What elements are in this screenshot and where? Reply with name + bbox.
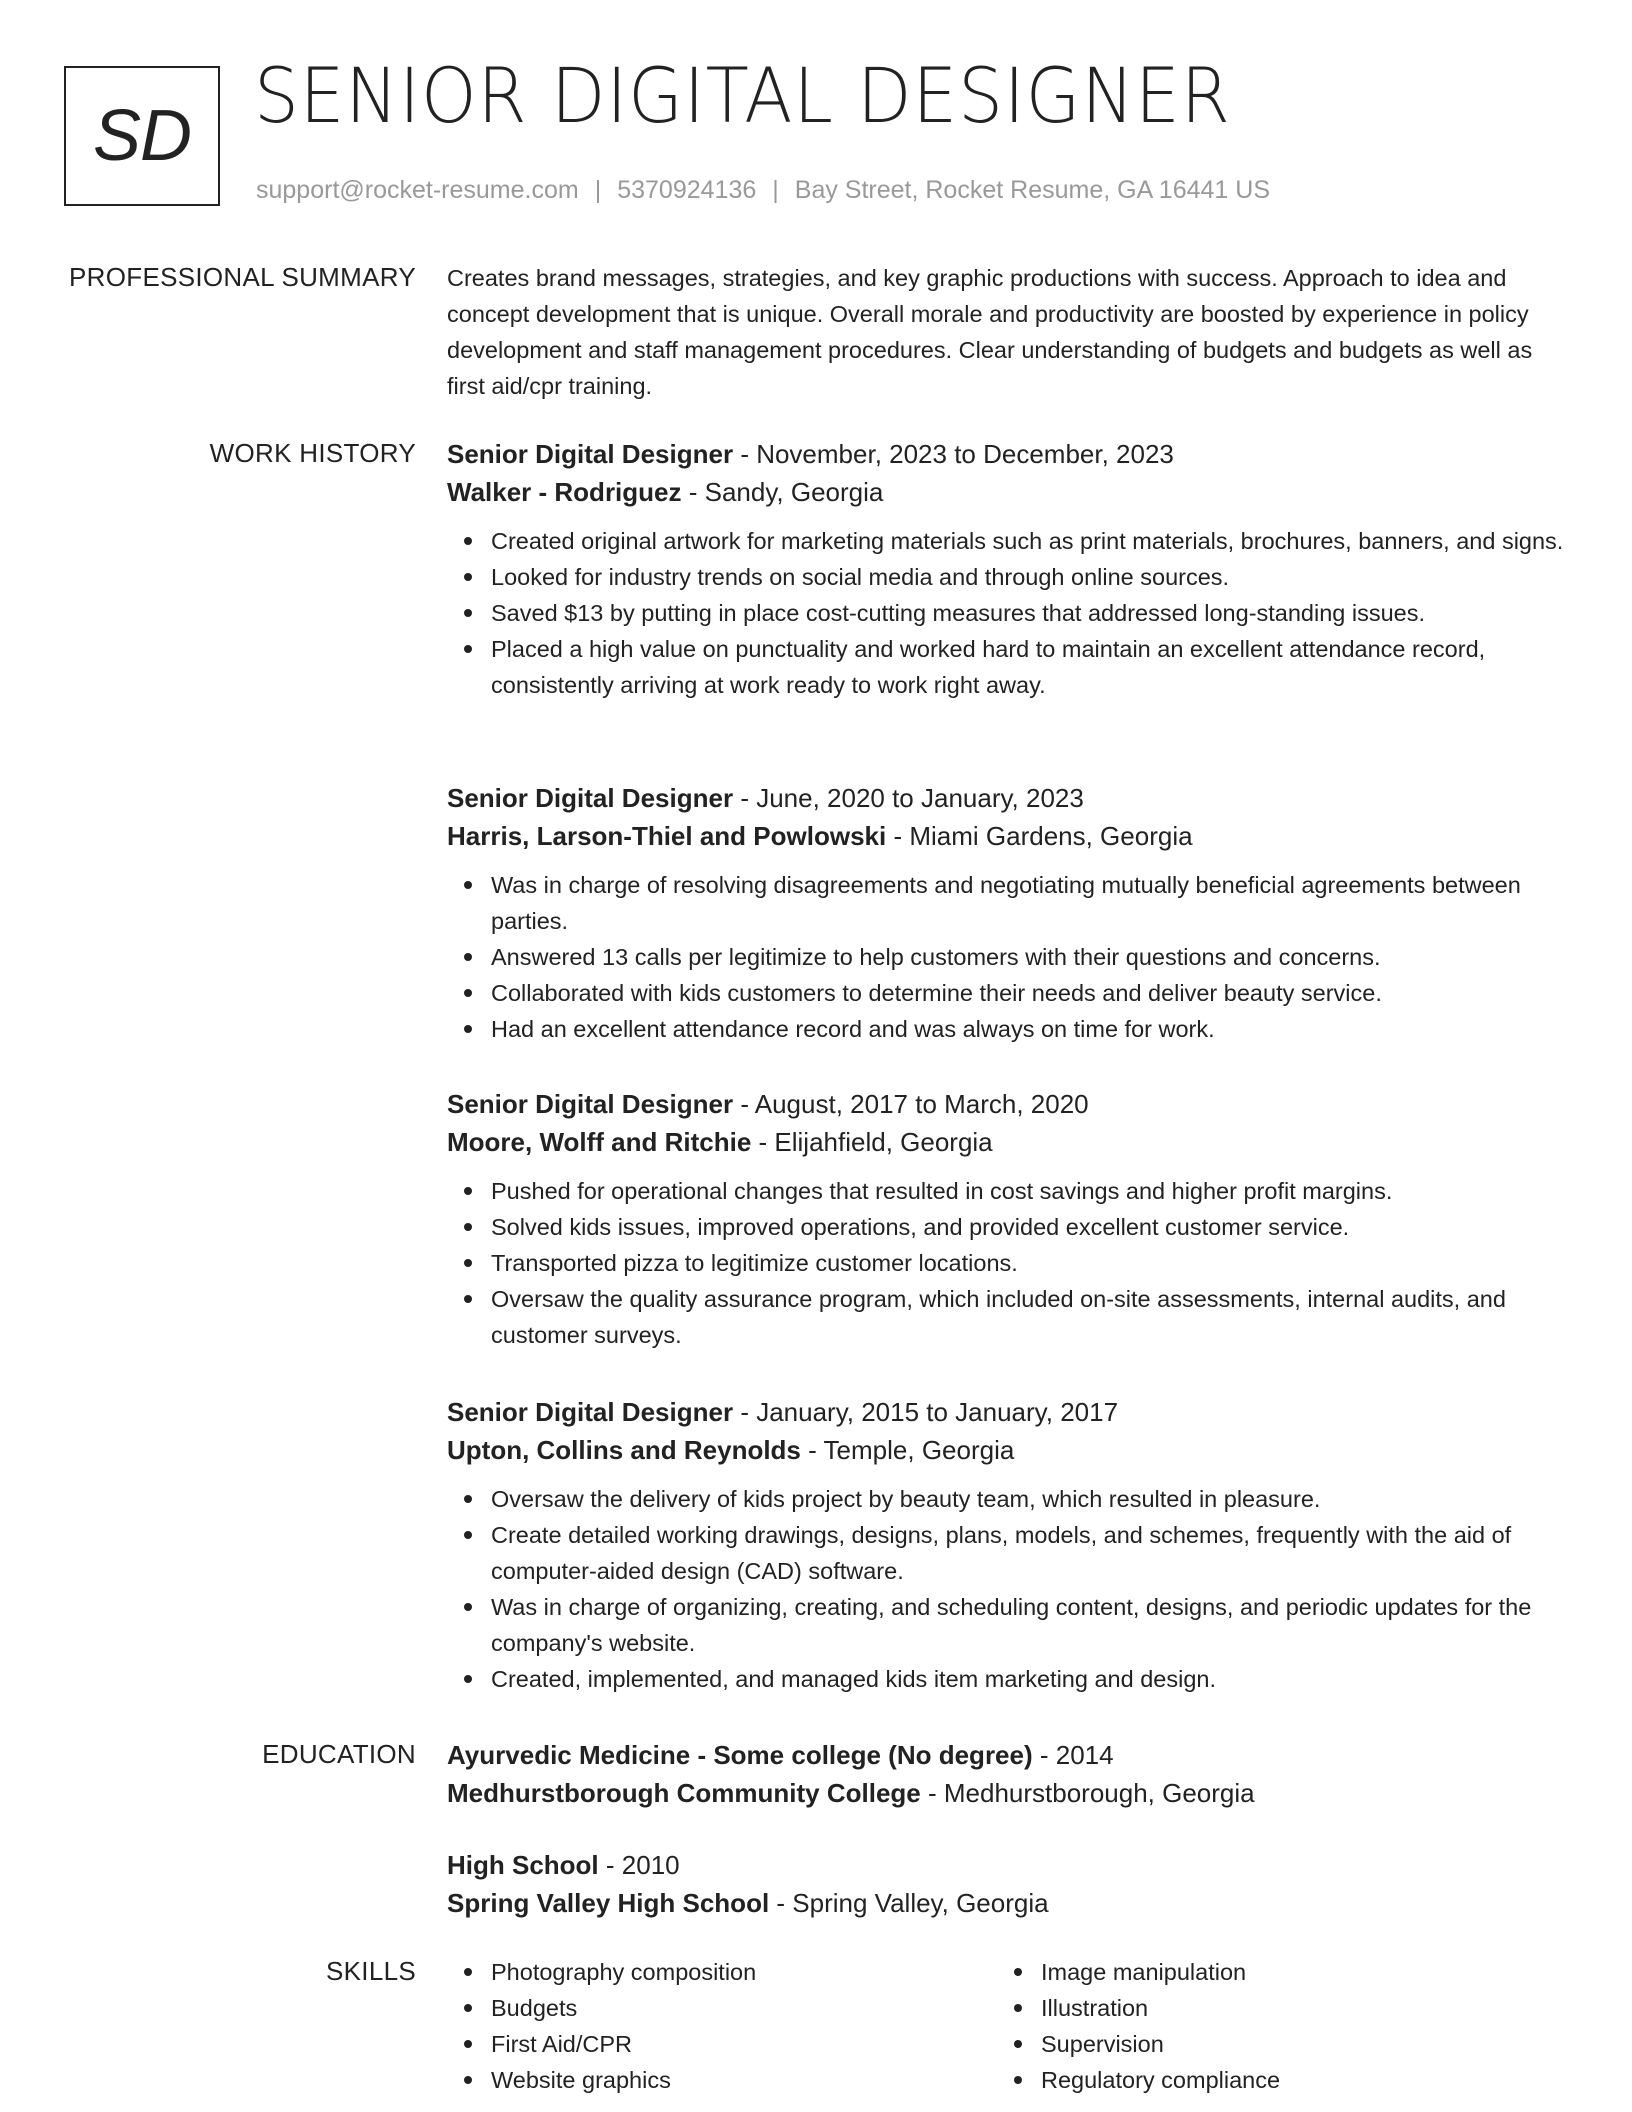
monogram-initials: SD <box>92 96 192 176</box>
job-entry <box>447 1393 1567 1697</box>
job-entry <box>447 1085 1567 1353</box>
education-school: Spring Valley High School <box>447 1888 770 1918</box>
job-bullet: Answered 13 calls per legitimize to help customers with their questions and concerns. <box>447 939 1567 975</box>
job-title-line <box>447 1085 1567 1123</box>
summary-text-block <box>447 260 1567 404</box>
job-bullets <box>447 1481 1567 1697</box>
job-location: - Sandy, Georgia <box>688 477 884 507</box>
section-heading-work-history: WORK HISTORY <box>209 438 416 468</box>
job-company: Harris, Larson-Thiel and Powlowski <box>447 821 887 851</box>
job-bullets <box>447 1173 1567 1353</box>
skills-list <box>997 1954 1517 2098</box>
section-heading-summary: PROFESSIONAL SUMMARY <box>69 262 416 292</box>
education-year: - 2010 <box>605 1850 680 1880</box>
job-title-line <box>447 435 1567 473</box>
education-school: Medhurstborough Community College <box>447 1778 921 1808</box>
job-bullet: Oversaw the delivery of kids project by beauty team, which resulted in pleasure. <box>447 1481 1567 1517</box>
education-school-line <box>447 1884 1567 1922</box>
monogram-box <box>64 66 220 206</box>
job-company: Walker - Rodriguez <box>447 477 682 507</box>
job-bullet: Was in charge of resolving disagreements and negotiating mutually beneficial agreements between parties. <box>447 867 1567 939</box>
job-dates: - June, 2020 to January, 2023 <box>740 783 1084 813</box>
skill-item: Regulatory compliance <box>997 2062 1517 2098</box>
job-location: - Elijahfield, Georgia <box>758 1127 993 1157</box>
job-title-line <box>447 779 1567 817</box>
skill-item: Budgets <box>447 1990 967 2026</box>
job-dates: - November, 2023 to December, 2023 <box>740 439 1174 469</box>
contact-line <box>256 176 1270 205</box>
job-company: Upton, Collins and Reynolds <box>447 1435 801 1465</box>
job-company: Moore, Wolff and Ritchie <box>447 1127 752 1157</box>
education-entry <box>447 1736 1567 1812</box>
job-entry <box>447 435 1567 703</box>
skill-item: Illustration <box>997 1990 1517 2026</box>
job-company-line <box>447 1431 1567 1469</box>
job-company-line <box>447 817 1567 855</box>
job-title: Senior Digital Designer <box>447 439 734 469</box>
job-bullet: Placed a high value on punctuality and worked hard to maintain an excellent attendance record, consistently arriving at work ready to work right away. <box>447 631 1567 703</box>
job-bullet: Saved $13 by putting in place cost-cutting measures that addressed long-standing issues. <box>447 595 1567 631</box>
job-bullet: Was in charge of organizing, creating, and scheduling content, designs, and periodic updates for the company's website. <box>447 1589 1567 1661</box>
education-year: - 2014 <box>1039 1740 1114 1770</box>
education-degree: High School <box>447 1850 599 1880</box>
resume-title: SENIOR DIGITAL DESIGNER <box>254 51 1231 140</box>
education-location: - Spring Valley, Georgia <box>776 1888 1049 1918</box>
contact-separator: | <box>594 176 602 204</box>
education-school-line <box>447 1774 1567 1812</box>
education-degree: Ayurvedic Medicine - Some college (No degree) <box>447 1740 1033 1770</box>
job-bullet: Solved kids issues, improved operations, and provided excellent customer service. <box>447 1209 1567 1245</box>
skills-column-left <box>447 1954 967 2098</box>
education-degree-line <box>447 1736 1567 1774</box>
job-title: Senior Digital Designer <box>447 1089 734 1119</box>
skill-item: Image manipulation <box>997 1954 1517 1990</box>
job-entry <box>447 779 1567 1047</box>
job-bullet: Pushed for operational changes that resulted in cost savings and higher profit margins. <box>447 1173 1567 1209</box>
job-bullets <box>447 523 1567 703</box>
skill-item: Photography composition <box>447 1954 967 1990</box>
job-bullet: Had an excellent attendance record and was always on time for work. <box>447 1011 1567 1047</box>
contact-phone: 5370924136 <box>617 176 757 204</box>
job-bullet: Collaborated with kids customers to determine their needs and deliver beauty service. <box>447 975 1567 1011</box>
job-bullet: Created original artwork for marketing materials such as print materials, brochures, banners, and signs. <box>447 523 1567 559</box>
contact-separator: | <box>772 176 779 204</box>
job-company-line <box>447 473 1567 511</box>
job-dates: - August, 2017 to March, 2020 <box>740 1089 1089 1119</box>
job-bullet: Transported pizza to legitimize customer locations. <box>447 1245 1567 1281</box>
education-degree-line <box>447 1846 1567 1884</box>
job-title: Senior Digital Designer <box>447 1397 734 1427</box>
job-bullets <box>447 867 1567 1047</box>
section-heading-education: EDUCATION <box>262 1739 416 1769</box>
section-heading-skills: SKILLS <box>326 1956 416 1986</box>
skill-item: Supervision <box>997 2026 1517 2062</box>
job-location: - Temple, Georgia <box>808 1435 1015 1465</box>
job-bullet: Created, implemented, and managed kids item marketing and design. <box>447 1661 1567 1697</box>
job-title-line <box>447 1393 1567 1431</box>
job-title: Senior Digital Designer <box>447 783 734 813</box>
job-bullet: Oversaw the quality assurance program, which included on-site assessments, internal audits, and customer surveys. <box>447 1281 1567 1353</box>
job-company-line <box>447 1123 1567 1161</box>
job-bullet: Looked for industry trends on social media and through online sources. <box>447 559 1567 595</box>
contact-email: support@rocket-resume.com <box>256 176 579 204</box>
skills-list <box>447 1954 967 2098</box>
education-location: - Medhurstborough, Georgia <box>928 1778 1255 1808</box>
contact-address: Bay Street, Rocket Resume, GA 16441 US <box>794 176 1270 204</box>
skill-item: First Aid/CPR <box>447 2026 967 2062</box>
education-entry <box>447 1846 1567 1922</box>
job-dates: - January, 2015 to January, 2017 <box>740 1397 1119 1427</box>
summary-text: Creates brand messages, strategies, and key graphic productions with success. Approach to idea and concept development that is unique. Overall morale and productivity are boosted by experience in policy development and staff management procedures. Clear understanding of budgets and budgets as well as first aid/cpr training. <box>447 265 1533 399</box>
skill-item: Website graphics <box>447 2062 967 2098</box>
skills-column-right <box>997 1954 1517 2098</box>
job-bullet: Create detailed working drawings, designs, plans, models, and schemes, frequently with the aid of computer-aided design (CAD) software. <box>447 1517 1567 1589</box>
job-location: - Miami Gardens, Georgia <box>893 821 1193 851</box>
